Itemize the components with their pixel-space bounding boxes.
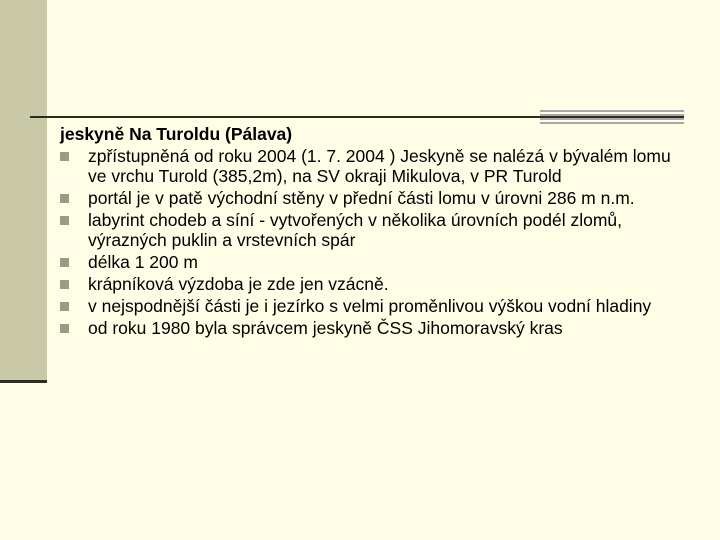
list-item xyxy=(60,274,675,294)
list-item-text: portál je v patě východní stěny v přední části lomu v úrovni 286 m n.m. xyxy=(88,188,635,208)
list-item xyxy=(60,318,675,338)
square-bullet-icon xyxy=(60,194,69,203)
list-item-text: délka 1 200 m xyxy=(88,252,198,272)
list-item xyxy=(60,146,675,186)
list-item xyxy=(60,210,675,250)
list-item xyxy=(60,188,675,208)
square-bullet-icon xyxy=(60,302,69,311)
bullet-list xyxy=(60,146,675,338)
list-item-text: zpřístupněná od roku 2004 (1. 7. 2004 ) Jeskyně se nalézá v bývalém lomu ve vrchu Turold (385,2m), na SV okraji Mikulova, v PR Turold xyxy=(88,146,671,186)
list-item xyxy=(60,252,675,272)
list-item xyxy=(60,296,675,316)
square-bullet-icon xyxy=(60,324,69,333)
slide-content xyxy=(60,124,675,340)
square-bullet-icon xyxy=(60,152,69,161)
left-accent-rule xyxy=(0,380,47,383)
list-item-text: v nejspodnější části je i jezírko s velmi proměnlivou výškou vodní hladiny xyxy=(88,296,652,316)
list-item-text: krápníková výzdoba je zde jen vzácně. xyxy=(88,274,389,294)
list-item-text: od roku 1980 byla správcem jeskyně ČSS Jihomoravský kras xyxy=(88,318,563,338)
square-bullet-icon xyxy=(60,258,69,267)
slide-title: jeskyně Na Turoldu (Pálava) xyxy=(60,124,293,144)
list-item-text: labyrint chodeb a síní - vytvořených v několika úrovních podél zlomů, výrazných puklin a vrstevních spár xyxy=(88,210,623,250)
square-bullet-icon xyxy=(60,216,69,225)
left-accent-bar xyxy=(0,0,47,380)
square-bullet-icon xyxy=(60,280,69,289)
